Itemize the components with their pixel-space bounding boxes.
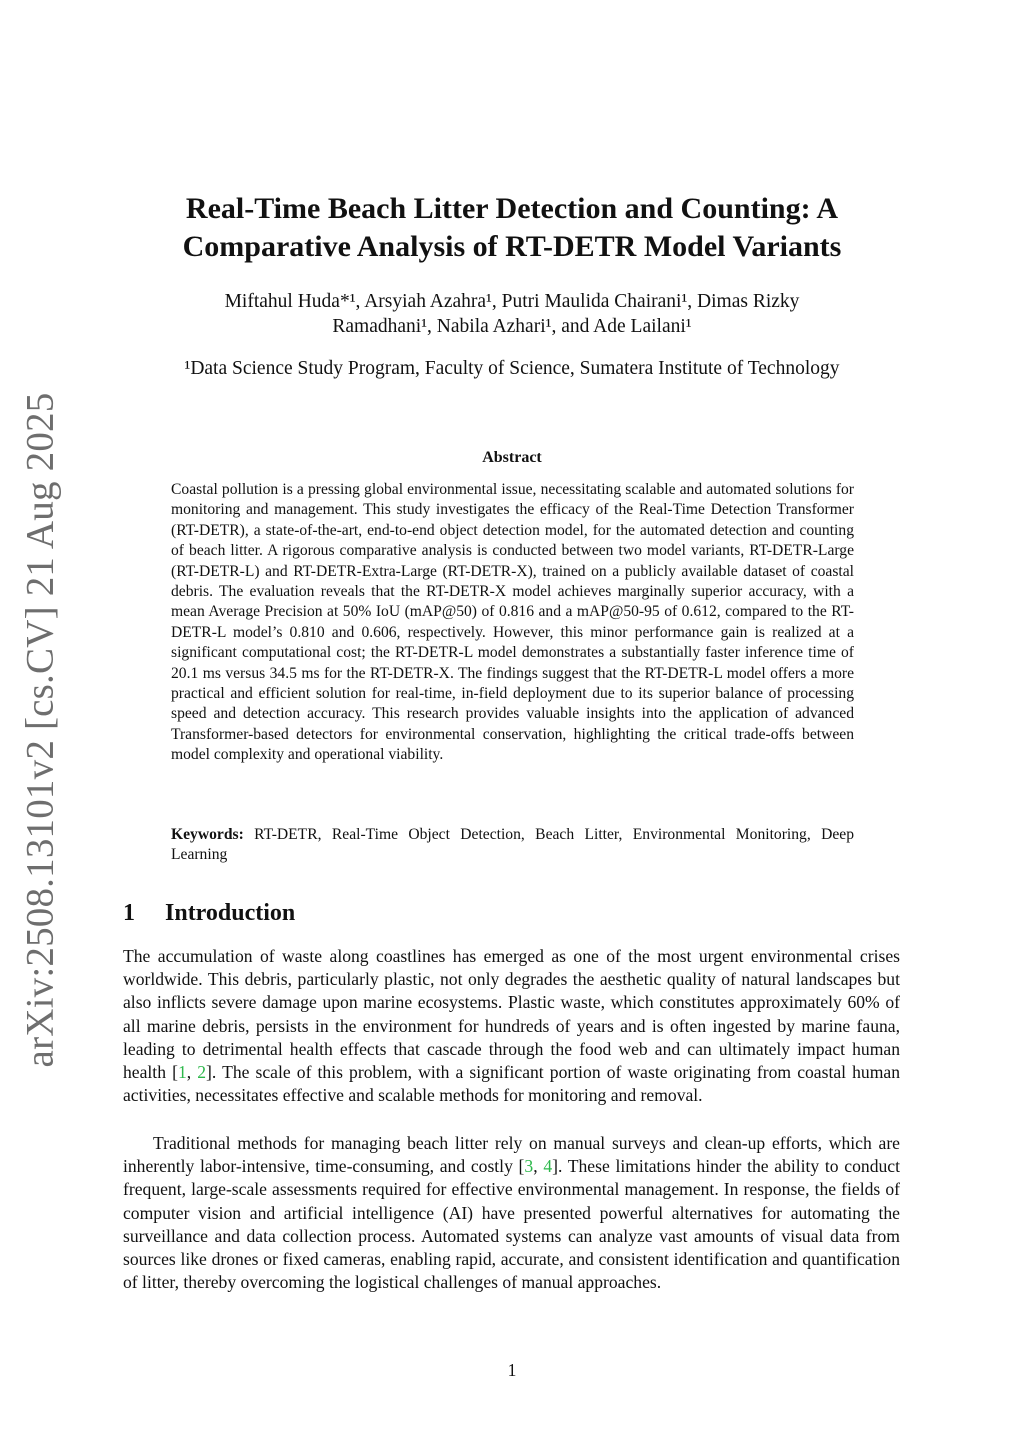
- paragraph-text: Traditional methods for managing beach litter rely on manual surveys and clean-up efforts, which are inherently labor-intensive, time-consuming, and costly [: [123, 1133, 900, 1177]
- citation-separator: ,: [533, 1156, 544, 1177]
- author-list: [130, 289, 894, 339]
- keywords: [171, 825, 854, 866]
- affiliation: ¹Data Science Study Program, Faculty of Science, Sumatera Institute of Technology: [184, 358, 840, 379]
- citation-link[interactable]: 1: [177, 1062, 187, 1083]
- arxiv-identifier: [0, 392, 80, 1068]
- abstract-body: Coastal pollution is a pressing global environmental issue, necessitating scalable and automated solutions for monitoring and management. This study investigates the efficacy of the Real-Time Detection Transformer (RT-DETR), a state-of-the-art, end-to-end object detection model, for the automated detection and counting of beach litter. A rigorous comparative analysis is conducted between two model variants, RT-DETR-Large (RT-DETR-L) and RT-DETR-Extra-Large (RT-DETR-X), trained on a publicly available dataset of coastal debris. The evaluation reveals that the RT-DETR-X model achieves marginally superior accuracy, with a mean Average Precision at 50% IoU (mAP@50) of 0.816 and a mAP@50-95 of 0.612, compared to the RT-DETR-L model’s 0.810 and 0.606, respectively. However, this minor performance gain is realized at a significant computational cost; the RT-DETR-L model demonstrates a substantially faster inference time of 20.1 ms versus 34.5 ms for the RT-DETR-X. The findings suggest that the RT-DETR-L model offers a more practical and efficient solution for real-time, in-field deployment due to its superior balance of processing speed and detection accuracy. This research provides valuable insights into the application of advanced Transformer-based detectors for environmental conservation, highlighting the critical trade-offs between model complexity and operational viability.: [171, 481, 854, 764]
- keywords-list: RT-DETR, Real-Time Object Detection, Beach Litter, Environmental Monitoring, Deep Learning: [171, 826, 855, 864]
- paper-title-line-2: Comparative Analysis of RT-DETR Model Variants: [182, 230, 842, 263]
- citation-link[interactable]: 2: [197, 1062, 207, 1083]
- citation-link[interactable]: 4: [543, 1156, 553, 1177]
- arxiv-identifier-text: arXiv:2508.13101v2 [cs.CV] 21 Aug 2025: [18, 392, 62, 1068]
- paper-title: [100, 190, 924, 266]
- keywords-label: Keywords:: [171, 826, 244, 843]
- intro-paragraph-1: [123, 945, 900, 1107]
- paper-title-line-1: Real-Time Beach Litter Detection and Counting: A: [185, 192, 839, 225]
- page-number: 1: [507, 1360, 517, 1380]
- section-number: 1: [123, 900, 135, 926]
- paragraph-text: The accumulation of waste along coastlines has emerged as one of the most urgent environmental crises worldwide. This debris, particularly plastic, not only degrades the aesthetic quality of natural landscapes but also inflicts severe damage upon marine ecosystems. Plastic waste, which constitutes approximately 60% of all marine debris, persists in the environment for hundreds of years and is often ingested by marine fauna, leading to detrimental health effects that cascade through the food web and can ultimately impact human health [: [123, 946, 900, 1083]
- author-line-1: Miftahul Huda*¹, Arsyiah Azahra¹, Putri Maulida Chairani¹, Dimas Rizky: [224, 291, 800, 312]
- paragraph-text: ]. These limitations hinder the ability to conduct frequent, large-scale assessments required for effective environmental management. In response, the fields of computer vision and artificial intelligence (AI) have presented powerful alternatives for automating the surveillance and data collection process. Automated systems can analyze vast amounts of visual data from sources like drones or fixed cameras, enabling rapid, accurate, and consistent identification and quantification of litter, thereby overcoming the logistical challenges of manual approaches.: [123, 1156, 900, 1293]
- abstract-heading: Abstract: [482, 449, 542, 466]
- citation-separator: ,: [186, 1062, 198, 1083]
- paragraph-text: ]. The scale of this problem, with a significant portion of waste originating from coastal human activities, necessitates effective and scalable methods for monitoring and removal.: [123, 1062, 901, 1106]
- citation-link[interactable]: 3: [524, 1156, 534, 1177]
- intro-paragraph-2: [123, 1132, 900, 1294]
- section-heading-introduction: [123, 897, 295, 929]
- author-line-2: Ramadhani¹, Nabila Azhari¹, and Ade Lailani¹: [332, 316, 692, 337]
- section-title: Introduction: [165, 900, 296, 926]
